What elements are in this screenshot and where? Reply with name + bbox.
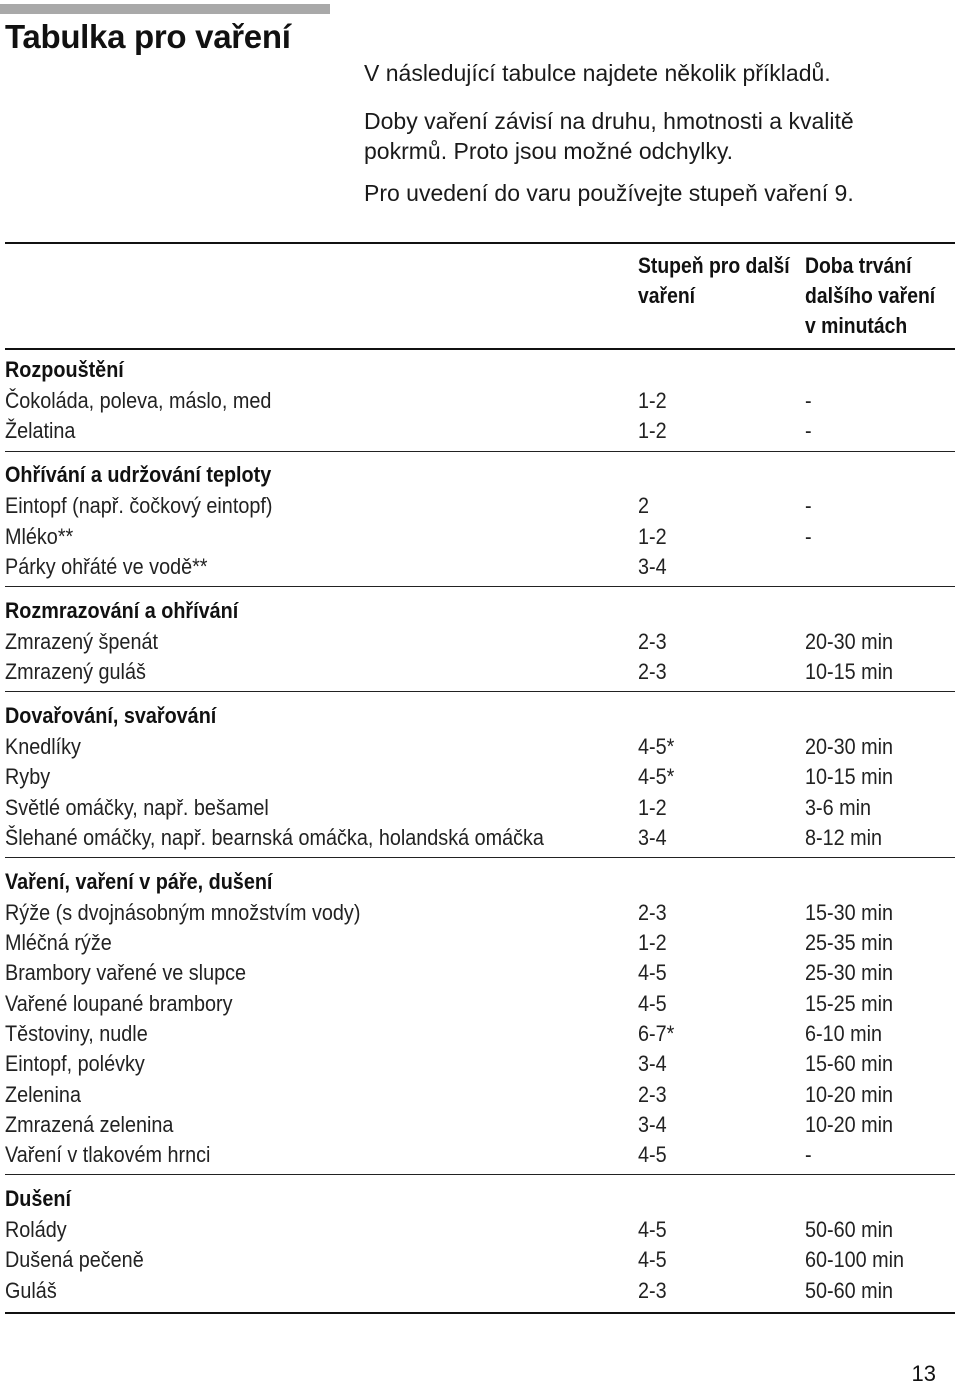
- row-level: 3-4: [638, 824, 667, 850]
- row-time: 60-100 min: [805, 1247, 905, 1273]
- col-time-header-line2: dalšího vaření: [805, 283, 936, 308]
- table-top-rule: [5, 242, 955, 244]
- section-title: Rozmrazování a ohřívání: [5, 597, 239, 623]
- row-food: Rýže (s dvojnásobným množstvím vody): [5, 899, 361, 925]
- section-rule: [5, 857, 955, 858]
- row-time: 10-20 min: [805, 1111, 894, 1137]
- table-bottom-rule: [5, 1312, 955, 1314]
- row-time: -: [805, 523, 812, 549]
- row-level: 1-2: [638, 794, 667, 820]
- row-food: Eintopf (např. čočkový eintopf): [5, 493, 273, 519]
- row-time: 10-15 min: [805, 764, 894, 790]
- row-food: Zmrazený guláš: [5, 659, 146, 685]
- row-time: 20-30 min: [805, 734, 894, 759]
- row-level: 2: [638, 493, 650, 519]
- col-time-header-line1: Doba trvání: [805, 253, 912, 278]
- row-level: 4-5*: [638, 764, 675, 790]
- section-rule: [5, 1174, 955, 1175]
- row-food: Mléko**: [5, 523, 74, 549]
- col-level-header-line2: vaření: [638, 283, 696, 308]
- row-food: Dušená pečeně: [5, 1247, 144, 1273]
- row-food: Rolády: [5, 1217, 67, 1243]
- row-time: 15-60 min: [805, 1051, 894, 1077]
- row-time: -: [805, 418, 812, 444]
- section-title: Ohřívání a udržování teploty: [5, 462, 272, 488]
- row-food: Těstoviny, nudle: [5, 1021, 148, 1046]
- row-time: 20-30 min: [805, 628, 894, 654]
- row-time: 25-30 min: [805, 960, 894, 986]
- row-food: Knedlíky: [5, 734, 81, 759]
- row-level: 4-5: [638, 960, 667, 986]
- intro-line-2a: Doby vaření závisí na druhu, hmotnosti a kvalitě: [364, 108, 854, 134]
- row-time: 15-25 min: [805, 990, 894, 1016]
- row-level: 6-7*: [638, 1021, 675, 1046]
- row-food: Eintopf, polévky: [5, 1051, 145, 1077]
- section-rule: [5, 691, 955, 692]
- row-time: -: [805, 1142, 812, 1168]
- row-food: Světlé omáčky, např. bešamel: [5, 794, 269, 820]
- row-level: 4-5: [638, 1142, 667, 1168]
- section-title: Vaření, vaření v páře, dušení: [5, 868, 273, 894]
- section-title: Dušení: [5, 1186, 72, 1211]
- row-level: 3-4: [638, 1111, 667, 1137]
- row-level: 1-2: [638, 388, 667, 414]
- row-time: 10-15 min: [805, 659, 894, 685]
- row-level: 2-3: [638, 899, 667, 925]
- row-food: Šlehané omáčky, např. bearnská omáčka, holandská omáčka: [5, 824, 544, 850]
- row-level: 3-4: [638, 1051, 667, 1077]
- intro-line-1: V následující tabulce najdete několik příkladů.: [364, 60, 831, 86]
- row-time: -: [805, 493, 812, 519]
- row-food: Brambory vařené ve slupce: [5, 960, 247, 986]
- row-food: Čokoláda, poleva, máslo, med: [5, 388, 272, 414]
- table-header-rule: [5, 348, 955, 350]
- row-food: Zmrazená zelenina: [5, 1111, 174, 1137]
- row-level: 4-5: [638, 1217, 667, 1243]
- row-time: -: [805, 388, 812, 414]
- row-food: Zmrazený špenát: [5, 628, 158, 654]
- row-level: 2-3: [638, 659, 667, 685]
- row-level: 1-2: [638, 523, 667, 549]
- row-level: 3-4: [638, 553, 667, 579]
- row-food: Guláš: [5, 1277, 57, 1303]
- page-number: 13: [911, 1361, 936, 1386]
- row-food: Vaření v tlakovém hrnci: [5, 1142, 211, 1168]
- row-level: 4-5: [638, 1247, 667, 1273]
- row-level: 2-3: [638, 628, 667, 654]
- row-level: 2-3: [638, 1081, 667, 1107]
- intro-line-2b: pokrmů. Proto jsou možné odchylky.: [364, 138, 734, 164]
- row-time: 6-10 min: [805, 1021, 883, 1046]
- row-time: 50-60 min: [805, 1217, 894, 1243]
- row-food: Ryby: [5, 764, 51, 790]
- section-rule: [5, 586, 955, 587]
- row-time: 50-60 min: [805, 1277, 894, 1303]
- section-title: Rozpouštění: [5, 357, 124, 382]
- section-rule: [5, 451, 955, 452]
- row-time: 8-12 min: [805, 824, 883, 850]
- row-food: Zelenina: [5, 1081, 81, 1107]
- top-accent-bar: [0, 4, 330, 14]
- row-food: Vařené loupané brambory: [5, 990, 233, 1016]
- col-time-header-line3: v minutách: [805, 313, 908, 338]
- intro-line-3: Pro uvedení do varu používejte stupeň vaření 9.: [364, 180, 854, 206]
- row-time: 25-35 min: [805, 930, 894, 956]
- row-level: 4-5*: [638, 734, 675, 759]
- row-food: Želatina: [5, 418, 76, 444]
- row-level: 2-3: [638, 1277, 667, 1303]
- row-level: 1-2: [638, 418, 667, 444]
- page-title: Tabulka pro vaření: [5, 18, 291, 55]
- row-time: 15-30 min: [805, 899, 894, 925]
- col-level-header-line1: Stupeň pro další: [638, 253, 790, 278]
- row-food: Párky ohřáté ve vodě**: [5, 553, 208, 579]
- row-time: 10-20 min: [805, 1081, 894, 1107]
- row-level: 4-5: [638, 990, 667, 1016]
- row-food: Mléčná rýže: [5, 930, 112, 956]
- row-time: 3-6 min: [805, 794, 872, 820]
- row-level: 1-2: [638, 930, 667, 956]
- section-title: Dovařování, svařování: [5, 702, 217, 728]
